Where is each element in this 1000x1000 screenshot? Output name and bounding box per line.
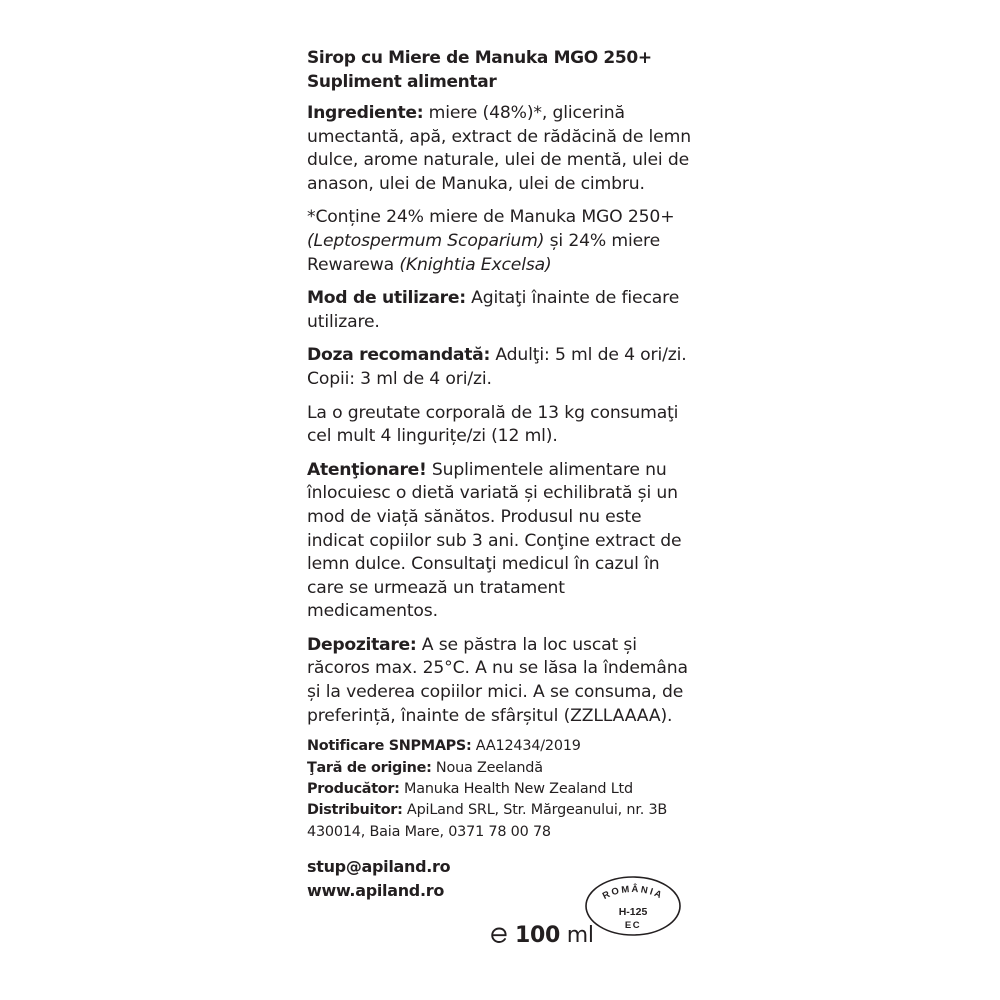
product-label xyxy=(307,46,727,903)
estimated-sign-icon xyxy=(489,925,509,945)
title-line-2: Supliment alimentar xyxy=(307,72,497,92)
ingredients-text-3: dulce, arome naturale, ulei de mentă, ulei de xyxy=(307,150,690,171)
ingredients-text-1: miere (48%)*, glicerină xyxy=(423,103,625,123)
honey-note xyxy=(307,206,727,277)
dose-text-1: Adulţi: 5 ml de 4 ori/zi. xyxy=(490,345,687,366)
distributor-value: ApiLand SRL, Str. Mărgeanului, nr. 3B xyxy=(402,802,668,819)
warning-text-1: Suplimentele alimentare nu xyxy=(426,459,667,480)
storage-text-4: preferință, înainte de sfârșitul (ZZLLAAAA). xyxy=(307,705,673,726)
health-mark-stamp xyxy=(584,875,682,937)
note-rewarewa: Rewarewa xyxy=(307,254,400,275)
dose-section xyxy=(307,344,727,391)
note-line-1: *Conține 24% miere de Manuka MGO 250+ xyxy=(307,207,675,228)
distributor-address: 430014, Baia Mare, 0371 78 00 78 xyxy=(307,823,551,840)
usage-text-1: Agitaţi înainte de fiecare xyxy=(465,288,680,309)
net-volume xyxy=(489,922,594,950)
warning-text-4: indicat copiilor sub 3 ani. Conţine extract de xyxy=(307,530,682,551)
usage-text-2: utilizare. xyxy=(307,311,380,332)
stamp-country: ROMÂNIA xyxy=(600,883,666,902)
ingredients-text-2: umectantă, apă, extract de rădăcină de lemn xyxy=(307,126,691,147)
dose-label: Doza recomandată: xyxy=(307,345,491,366)
ingredients-section xyxy=(307,102,727,196)
volume-value: 100 xyxy=(515,923,561,948)
ingredients-text-4: anason, ulei de Manuka, ulei de cimbru. xyxy=(307,173,645,194)
warning-text-7: medicamentos. xyxy=(307,601,438,622)
contact-email[interactable]: stup@apiland.ro xyxy=(307,857,451,877)
distributor-label: Distribuitor: xyxy=(307,802,403,819)
warning-text-6: care se urmează un tratament xyxy=(307,577,565,598)
warning-text-5: lemn dulce. Consultaţi medicul în cazul în xyxy=(307,554,660,575)
storage-text-2: răcoros max. 25°C. A nu se lăsa la îndemâna xyxy=(307,658,688,679)
producer-value: Manuka Health New Zealand Ltd xyxy=(399,781,633,798)
producer-label: Producător: xyxy=(307,781,400,798)
note-latin-2: (Knightia Excelsa) xyxy=(399,254,552,275)
storage-text-3: și la vederea copiilor mici. A se consuma, de xyxy=(307,682,684,703)
weight-section xyxy=(307,402,727,449)
origin-value: Noua Zeelandă xyxy=(431,759,543,776)
note-mid: și 24% miere xyxy=(544,230,661,251)
warning-label: Atenţionare! xyxy=(307,459,427,480)
usage-section xyxy=(307,287,727,334)
oval-stamp-icon xyxy=(584,875,682,937)
ingredients-label: Ingrediente: xyxy=(307,103,424,123)
product-title xyxy=(307,46,727,94)
storage-section xyxy=(307,634,727,728)
volume-unit: ml xyxy=(566,923,594,948)
stamp-ec: EC xyxy=(624,920,642,931)
svg-text:ROMÂNIA xyxy=(601,883,665,902)
regulatory-info xyxy=(307,736,727,843)
contact-website[interactable]: www.apiland.ro xyxy=(307,881,445,901)
storage-text-1: A se păstra la loc uscat și xyxy=(416,634,637,655)
usage-label: Mod de utilizare: xyxy=(307,288,466,309)
stamp-code: H-125 xyxy=(618,906,648,918)
warning-section xyxy=(307,459,727,624)
warning-text-2: înlocuiesc o dietă variată și echilibrată și un xyxy=(307,483,678,504)
weight-line-2: cel mult 4 lingurițe/zi (12 ml). xyxy=(307,426,558,447)
note-latin-1: (Leptospermum Scoparium) xyxy=(307,230,545,251)
warning-text-3: mod de viață sănătos. Produsul nu este xyxy=(307,506,642,527)
origin-label: Ţară de origine: xyxy=(307,759,432,776)
notification-value: AA12434/2019 xyxy=(471,738,581,755)
dose-text-2: Copii: 3 ml de 4 ori/zi. xyxy=(307,368,492,389)
storage-label: Depozitare: xyxy=(307,634,417,655)
title-line-1: Sirop cu Miere de Manuka MGO 250+ xyxy=(307,48,652,68)
weight-line-1: La o greutate corporală de 13 kg consumaţi xyxy=(307,402,679,423)
notification-label: Notificare SNPMAPS: xyxy=(307,738,472,755)
